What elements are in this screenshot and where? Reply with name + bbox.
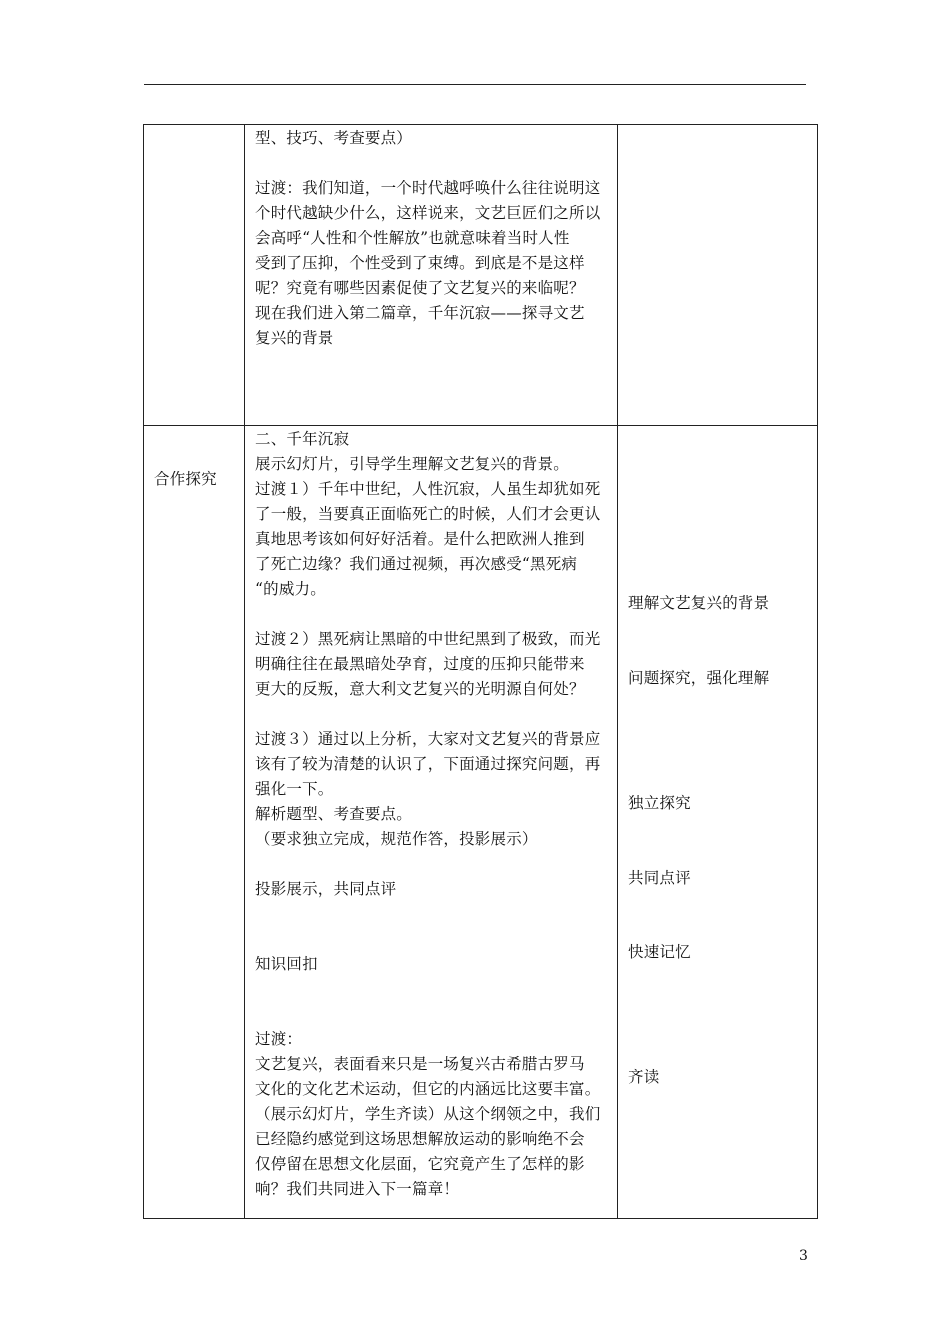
note-joint-review: 共同点评 — [628, 869, 691, 887]
row1-line: 受到了压抑，个性受到了束缚。到底是不是这样 — [255, 254, 585, 272]
row2-line: 二、千年沉寂 — [255, 430, 350, 448]
page-number: 3 — [799, 1248, 808, 1264]
row2-line: 更大的反叛，意大利文艺复兴的光明源自何处？ — [255, 680, 585, 698]
row2-line: 解析题型、考查要点。 — [255, 805, 413, 823]
row2-line: 知识回扣 — [255, 955, 318, 973]
note-independent-exploration: 独立探究 — [628, 794, 691, 812]
row2-line — [255, 702, 600, 727]
row2-line — [255, 902, 600, 927]
row2-line: 文化的文化艺术运动，但它的内涵远比这要丰富。 — [255, 1080, 601, 1098]
row2-line: 明确往往在最黑暗处孕育，过度的压抑只能带来 — [255, 655, 585, 673]
row1-line: 型、技巧、考查要点） — [255, 129, 413, 147]
lesson-plan-table — [143, 124, 818, 1219]
stage-label: 合作探究 — [154, 470, 217, 488]
row2-line: 过渡： — [255, 1030, 303, 1048]
row2-line: 强化一下。 — [255, 780, 334, 798]
row2-line: （要求独立完成，规范作答，投影展示） — [255, 830, 538, 848]
row2-content — [255, 427, 600, 1202]
row1-line: 会高呼“人性和个性解放”也就意味着当时人性 — [255, 229, 570, 247]
row2-line: 仅停留在思想文化层面，它究竟产生了怎样的影 — [255, 1155, 585, 1173]
row2-line: 了一般，当要真正面临死亡的时候，人们才会更认 — [255, 505, 601, 523]
row2-line: 真地思考该如何好好活着。是什么把欧洲人推到 — [255, 530, 585, 548]
row2-line: 过渡１）千年中世纪，人性沉寂，人虽生却犹如死 — [255, 480, 601, 498]
row2-line: 响？我们共同进入下一篇章！ — [255, 1180, 460, 1198]
note-read-together: 齐读 — [628, 1068, 660, 1086]
row1-line: 复兴的背景 — [255, 329, 334, 347]
row2-line: 投影展示，共同点评 — [255, 880, 397, 898]
row1-line: 呢？究竟有哪些因素促使了文艺复兴的来临呢？ — [255, 279, 585, 297]
row-divider — [144, 425, 817, 426]
row2-line: 过渡３）通过以上分析，大家对文艺复兴的背景应 — [255, 730, 601, 748]
row1-line — [255, 151, 600, 176]
row2-line: 过渡２）黑死病让黑暗的中世纪黑到了极致，而光 — [255, 630, 601, 648]
row2-line — [255, 602, 600, 627]
row2-line: 该有了较为清楚的认识了，下面通过探究问题，再 — [255, 755, 601, 773]
row2-line — [255, 927, 600, 952]
row1-line: 现在我们进入第二篇章，千年沉寂——探寻文艺 — [255, 304, 585, 322]
row2-line: 已经隐约感觉到这场思想解放运动的影响绝不会 — [255, 1130, 585, 1148]
row2-line: 展示幻灯片，引导学生理解文艺复兴的背景。 — [255, 455, 570, 473]
row2-line: “的威力。 — [255, 580, 326, 598]
column-divider-stage — [244, 125, 245, 1218]
note-problem-exploration: 问题探究，强化理解 — [628, 669, 770, 687]
note-understand-background: 理解文艺复兴的背景 — [628, 594, 770, 612]
row2-line — [255, 1002, 600, 1027]
row1-line: 过渡：我们知道，一个时代越呼唤什么往往说明这 — [255, 179, 601, 197]
row1-line: 个时代越缺少什么，这样说来，文艺巨匠们之所以 — [255, 204, 601, 222]
row2-line: 文艺复兴，表面看来只是一场复兴古希腊古罗马 — [255, 1055, 585, 1073]
header-rule — [144, 84, 806, 85]
row2-line: 了死亡边缘？我们通过视频，再次感受“黑死病 — [255, 555, 578, 573]
row2-line — [255, 852, 600, 877]
row2-line: （展示幻灯片，学生齐读）从这个纲领之中，我们 — [255, 1105, 601, 1123]
row2-line — [255, 977, 600, 1002]
note-quick-memory: 快速记忆 — [628, 943, 691, 961]
column-divider-notes — [617, 125, 618, 1218]
row1-content — [255, 126, 600, 351]
